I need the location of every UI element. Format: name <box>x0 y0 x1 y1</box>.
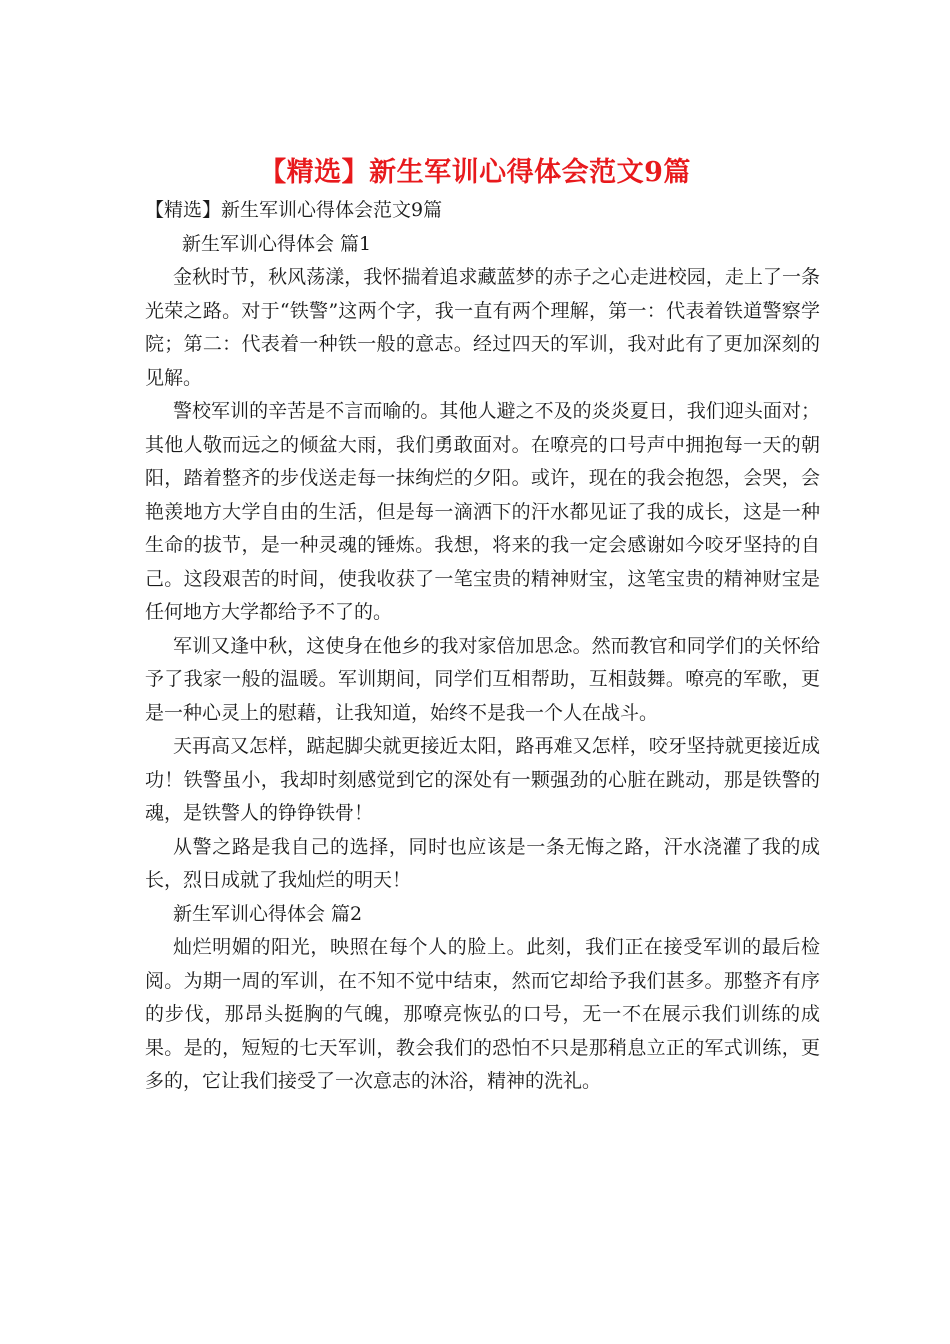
section-heading-1: 新生军训心得体会 篇1 <box>182 232 372 255</box>
paragraph: 金秋时节，秋风荡漾，我怀揣着追求藏蓝梦的赤子之心走进校园，走上了一条光荣之路。对于“铁警”这两个字，我一直有两个理解，第一：代表着铁道警察学院；第二：代表着一种铁一般的意志。经过四天的军训，我对此有了更加深刻的见解。 <box>145 266 820 389</box>
paragraph: 灿烂明媚的阳光，映照在每个人的脸上。此刻，我们正在接受军训的最后检阅。为期一周的军训，在不知不觉中结束，然而它却给予我们甚多。那整齐有序的步伐，那昂头挺胸的气魄，那嘹亮恢弘的口号，无一不在展示我们训练的成果。是的，短短的七天军训，教会我们的恐怕不只是那稍息立正的军式训练，更多的，它让我们接受了一次意志的沐浴，精神的洗礼。 <box>145 936 820 1092</box>
paragraph: 从警之路是我自己的选择，同时也应该是一条无悔之路，汗水浇灌了我的成长，烈日成就了我灿烂的明天！ <box>145 835 820 891</box>
document-body <box>145 194 820 1099</box>
paragraph: 警校军训的辛苦是不言而喻的。其他人避之不及的炎炎夏日，我们迎头面对；其他人敬而远之的倾盆大雨，我们勇敢面对。在嘹亮的口号声中拥抱每一天的朝阳，踏着整齐的步伐送走每一抹绚烂的夕阳。或许，现在的我会抱怨，会哭，会艳羡地方大学自由的生活，但是每一滴洒下的汗水都见证了我的成长，这是一种生命的拔节，是一种灵魂的锤炼。我想，将来的我一定会感谢如今咬牙坚持的自己。这段艰苦的时间，使我收获了一笔宝贵的精神财宝，这笔宝贵的精神财宝是任何地方大学都给予不了的。 <box>145 400 820 623</box>
document-subtitle: 【精选】新生军训心得体会范文9篇 <box>145 199 443 221</box>
document-title: 【精选】新生军训心得体会范文9篇 <box>259 157 691 188</box>
section-heading-2: 新生军训心得体会 篇2 <box>173 902 363 925</box>
paragraph: 天再高又怎样，踮起脚尖就更接近太阳，路再难又怎样，咬牙坚持就更接近成功！铁警虽小，我却时刻感觉到它的深处有一颗强劲的心脏在跳动，那是铁警的魂，是铁警人的铮铮铁骨！ <box>145 735 820 824</box>
paragraph: 军训又逢中秋，这使身在他乡的我对家倍加思念。然而教官和同学们的关怀给予了我家一般的温暖。军训期间，同学们互相帮助，互相鼓舞。嘹亮的军歌，更是一种心灵上的慰藉，让我知道，始终不是我一个人在战斗。 <box>145 634 820 724</box>
